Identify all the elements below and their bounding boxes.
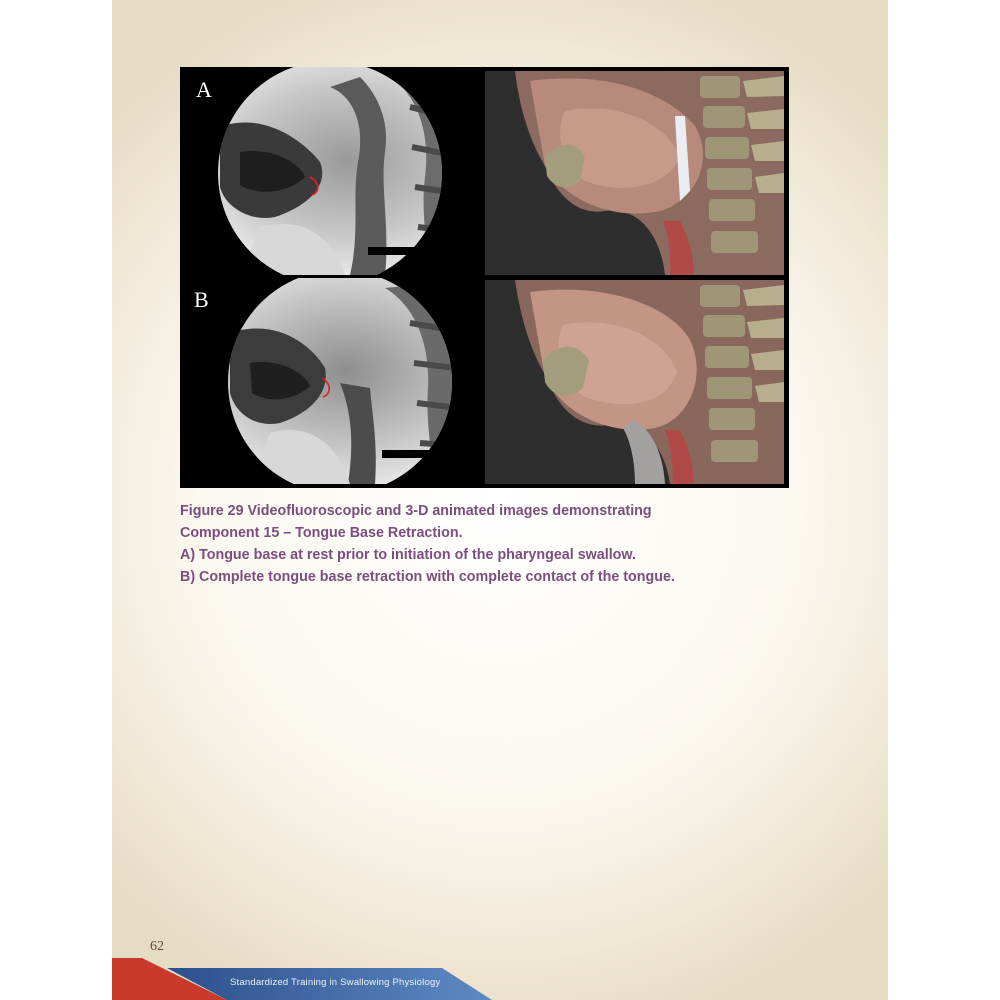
fluoroscopy-image-a bbox=[180, 67, 482, 275]
running-title: Standardized Training in Swallowing Physiology bbox=[230, 977, 441, 988]
page-number: 62 bbox=[150, 939, 164, 954]
anatomy-3d-image-b bbox=[485, 280, 784, 484]
fluoroscopy-image-b bbox=[180, 278, 482, 484]
figure-29 bbox=[180, 67, 789, 488]
caption-line-title: Figure 29 Videofluoroscopic and 3-D animated images demonstrating bbox=[180, 503, 652, 519]
panel-label-b: B bbox=[194, 287, 209, 312]
footer-band bbox=[112, 958, 888, 1000]
figure-caption bbox=[180, 500, 820, 588]
document-page bbox=[112, 0, 888, 1000]
caption-line-b: B) Complete tongue base retraction with complete contact of the tongue. bbox=[180, 569, 675, 585]
caption-line-a: A) Tongue base at rest prior to initiation of the pharyngeal swallow. bbox=[180, 547, 636, 563]
anatomy-3d-image-a bbox=[485, 71, 784, 275]
caption-line-component: Component 15 – Tongue Base Retraction. bbox=[180, 525, 463, 541]
panel-label-a: A bbox=[196, 77, 212, 102]
